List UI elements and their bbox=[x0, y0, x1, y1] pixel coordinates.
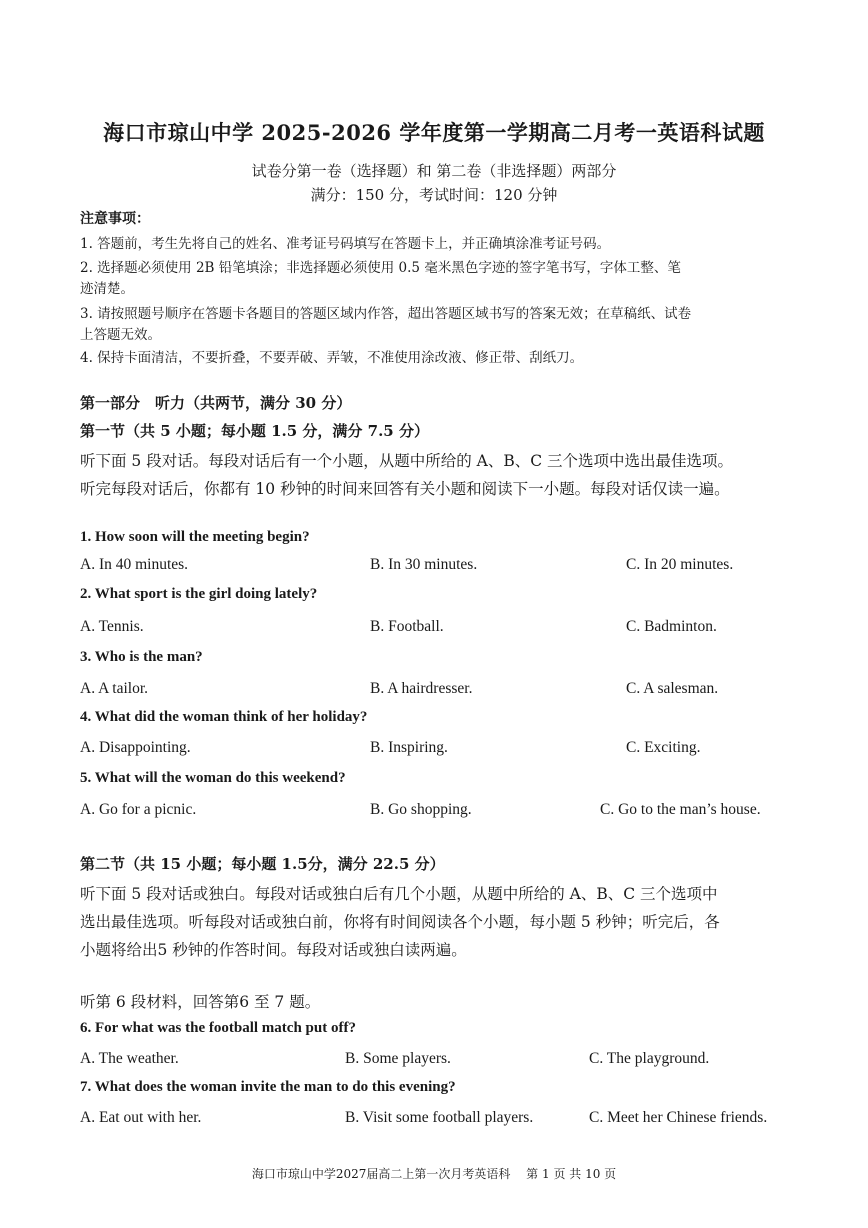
note-item: 2. 选择题必须使用 2B 铅笔填涂；非选择题必须使用 0.5 毫米黑色字迹的签字笔书写，字体工整、笔 bbox=[80, 260, 681, 276]
section2-instructions: 听下面 5 段对话或独白。每段对话或独白后有几个小题，从题中所给的 A、B、C 三个选项中 bbox=[80, 885, 718, 903]
option-c: C. A salesman. bbox=[626, 680, 719, 697]
material-note: 听第 6 段材料，回答第6 至 7 题。 bbox=[80, 993, 321, 1011]
option-a: A. Tennis. bbox=[80, 618, 144, 635]
option-c: C. Go to the man’s house. bbox=[600, 801, 761, 818]
section2-heading: 第二节（共 15 小题；每小题 1.5分，满分 22.5 分） bbox=[80, 855, 445, 873]
option-c: C. Exciting. bbox=[626, 739, 701, 756]
option-b: B. A hairdresser. bbox=[370, 680, 473, 697]
question-4: 4. What did the woman think of her holiday? bbox=[80, 709, 368, 725]
option-b: B. Football. bbox=[370, 618, 444, 635]
note-item: 迹清楚。 bbox=[80, 281, 134, 297]
option-b: B. In 30 minutes. bbox=[370, 556, 478, 573]
question-3: 3. Who is the man? bbox=[80, 649, 203, 665]
question-7: 7. What does the woman invite the man to do this evening? bbox=[80, 1079, 456, 1095]
note-item: 4. 保持卡面清洁，不要折叠，不要弄破、弄皱，不准使用涂改液、修正带、刮纸刀。 bbox=[80, 350, 584, 366]
section1-instructions: 听完每段对话后，你都有 10 秒钟的时间来回答有关小题和阅读下一小题。每段对话仅读一遍。 bbox=[80, 480, 730, 498]
option-c: C. In 20 minutes. bbox=[626, 556, 734, 573]
question-6: 6. For what was the football match put off? bbox=[80, 1020, 356, 1036]
question-1: 1. How soon will the meeting begin? bbox=[80, 529, 310, 545]
notes-heading: 注意事项： bbox=[80, 211, 150, 227]
question-5: 5. What will the woman do this weekend? bbox=[80, 770, 346, 786]
page-title: 海口市琼山中学 2025-2026 学年度第一学期高二月考一英语科试题 bbox=[103, 120, 765, 145]
question-2: 2. What sport is the girl doing lately? bbox=[80, 586, 318, 602]
option-b: B. Some players. bbox=[345, 1050, 451, 1067]
option-c: C. Badminton. bbox=[626, 618, 717, 635]
section1-instructions: 听下面 5 段对话。每段对话后有一个小题，从题中所给的 A、B、C 三个选项中选出最佳选项。 bbox=[80, 452, 734, 470]
option-a: A. The weather. bbox=[80, 1050, 179, 1067]
option-a: A. In 40 minutes. bbox=[80, 556, 189, 573]
page-footer: 海口市琼山中学2027届高二上第一次月考英语科 第 1 页 共 10 页 bbox=[251, 1167, 617, 1181]
score-time-note: 满分：150 分，考试时间：120 分钟 bbox=[310, 186, 558, 204]
option-c: C. The playground. bbox=[589, 1050, 710, 1067]
part1-heading: 第一部分 听力（共两节，满分 30 分） bbox=[80, 394, 352, 412]
paper-structure-note: 试卷分第一卷（选择题）和 第二卷（非选择题）两部分 bbox=[251, 162, 617, 180]
section2-instructions: 选出最佳选项。听每段对话或独白前，你将有时间阅读各个小题，每小题 5 秒钟；听完后，各 bbox=[80, 913, 720, 931]
option-b: B. Go shopping. bbox=[370, 801, 472, 818]
note-item: 1. 答题前，考生先将自己的姓名、准考证号码填写在答题卡上，并正确填涂准考证号码。 bbox=[80, 236, 611, 252]
note-item: 上答题无效。 bbox=[80, 327, 161, 343]
option-c: C. Meet her Chinese friends. bbox=[589, 1109, 768, 1126]
note-item: 3. 请按照题号顺序在答题卡各题目的答题区域内作答，超出答题区域书写的答案无效；在草稿纸、试卷 bbox=[80, 306, 692, 322]
option-a: A. A tailor. bbox=[80, 680, 149, 697]
option-a: A. Go for a picnic. bbox=[80, 801, 197, 818]
section1-heading: 第一节（共 5 小题；每小题 1.5 分，满分 7.5 分） bbox=[80, 422, 429, 440]
option-b: B. Inspiring. bbox=[370, 739, 448, 756]
option-a: A. Disappointing. bbox=[80, 739, 191, 756]
option-b: B. Visit some football players. bbox=[345, 1109, 534, 1126]
option-a: A. Eat out with her. bbox=[80, 1109, 202, 1126]
section2-instructions: 小题将给出5 秒钟的作答时间。每段对话或独白读两遍。 bbox=[80, 941, 467, 959]
